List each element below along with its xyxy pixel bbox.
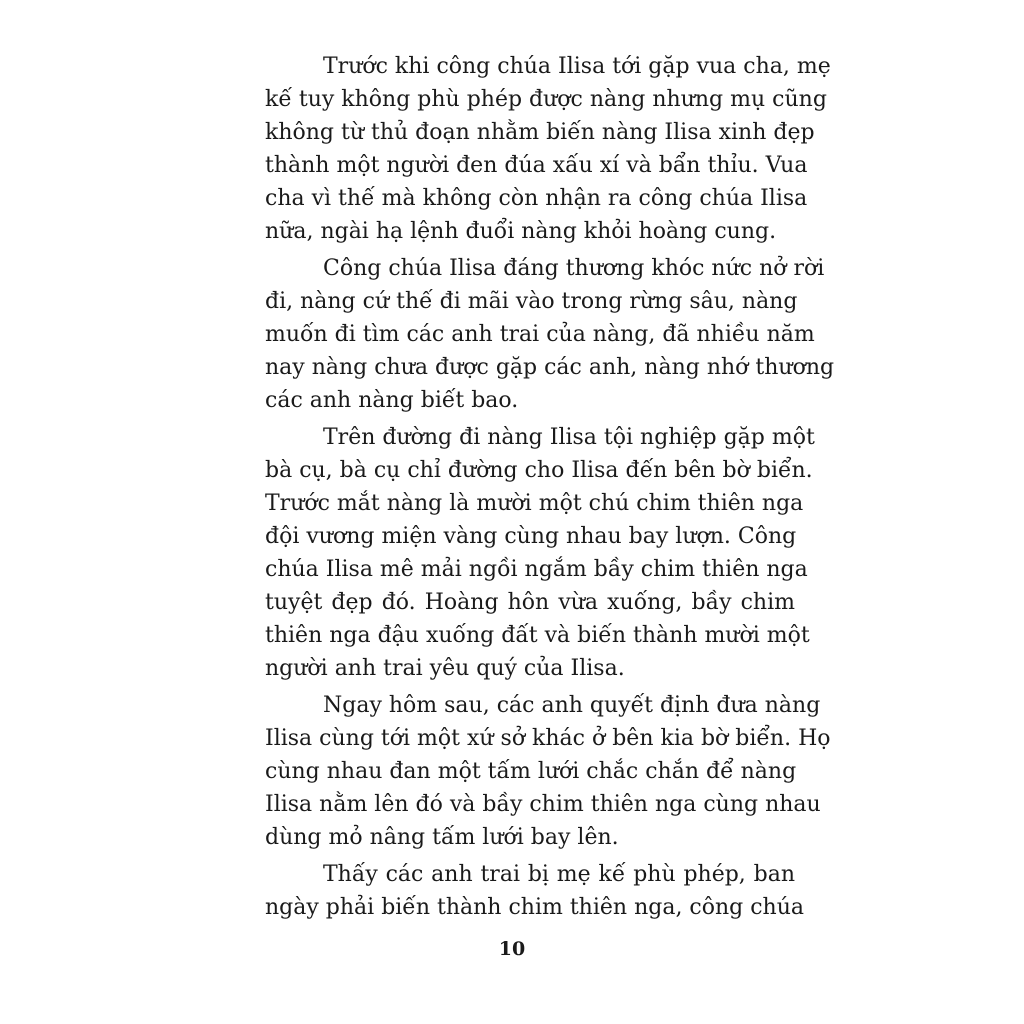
paragraph-1	[265, 50, 831, 248]
text-line: đi, nàng cứ thế đi mãi vào trong rừng sâu, nàng	[265, 289, 798, 314]
text-line: người anh trai yêu quý của Ilisa.	[265, 656, 625, 681]
text-line: Ilisa nằm lên đó và bầy chim thiên nga cùng nhau	[265, 792, 821, 817]
text-line: không từ thủ đoạn nhằm biến nàng Ilisa xinh đẹp	[265, 120, 815, 145]
text-line: thành một người đen đúa xấu xí và bẩn thỉu. Vua	[265, 153, 808, 178]
text-line: Công chúa Ilisa đáng thương khóc nức nở rời	[323, 256, 825, 281]
paragraph-3	[265, 421, 815, 685]
text-line: các anh nàng biết bao.	[265, 388, 519, 413]
text-line: bà cụ, bà cụ chỉ đường cho Ilisa đến bên bờ biển.	[265, 458, 813, 483]
text-line: dùng mỏ nâng tấm lưới bay lên.	[265, 825, 619, 850]
page-number: 10	[498, 938, 526, 960]
text-line: thiên nga đậu xuống đất và biến thành mười một	[265, 623, 810, 648]
text-line: nay nàng chưa được gặp các anh, nàng nhớ thương	[265, 355, 835, 380]
text-line: ngày phải biến thành chim thiên nga, công chúa	[265, 895, 805, 920]
paragraph-2	[265, 252, 835, 417]
text-line: Trước mắt nàng là mười một chú chim thiên nga	[265, 491, 804, 516]
text-line: Thấy các anh trai bị mẹ kế phù phép, ban	[323, 862, 795, 887]
text-line: Ilisa cùng tới một xứ sở khác ở bên kia bờ biển. Họ	[265, 726, 831, 751]
text-line: Ngay hôm sau, các anh quyết định đưa nàng	[323, 693, 821, 718]
text-line: muốn đi tìm các anh trai của nàng, đã nhiều năm	[265, 322, 815, 347]
text-line: tuyệt đẹp đó. Hoàng hôn vừa xuống, bầy chim	[265, 590, 795, 615]
text-line: kế tuy không phù phép được nàng nhưng mụ cũng	[265, 87, 827, 112]
text-line: Trước khi công chúa Ilisa tới gặp vua cha, mẹ	[323, 54, 831, 79]
paragraph-4	[265, 689, 831, 854]
text-line: cha vì thế mà không còn nhận ra công chúa Ilisa	[265, 186, 808, 211]
text-line: cùng nhau đan một tấm lưới chắc chắn để nàng	[265, 759, 797, 784]
text-line: nữa, ngài hạ lệnh đuổi nàng khỏi hoàng cung.	[265, 219, 777, 244]
text-line: chúa Ilisa mê mải ngồi ngắm bầy chim thiên nga	[265, 557, 808, 582]
paragraph-5	[265, 858, 805, 924]
page-body	[265, 50, 835, 928]
text-line: đội vương miện vàng cùng nhau bay lượn. Công	[265, 524, 797, 549]
text-line: Trên đường đi nàng Ilisa tội nghiệp gặp một	[323, 425, 815, 450]
